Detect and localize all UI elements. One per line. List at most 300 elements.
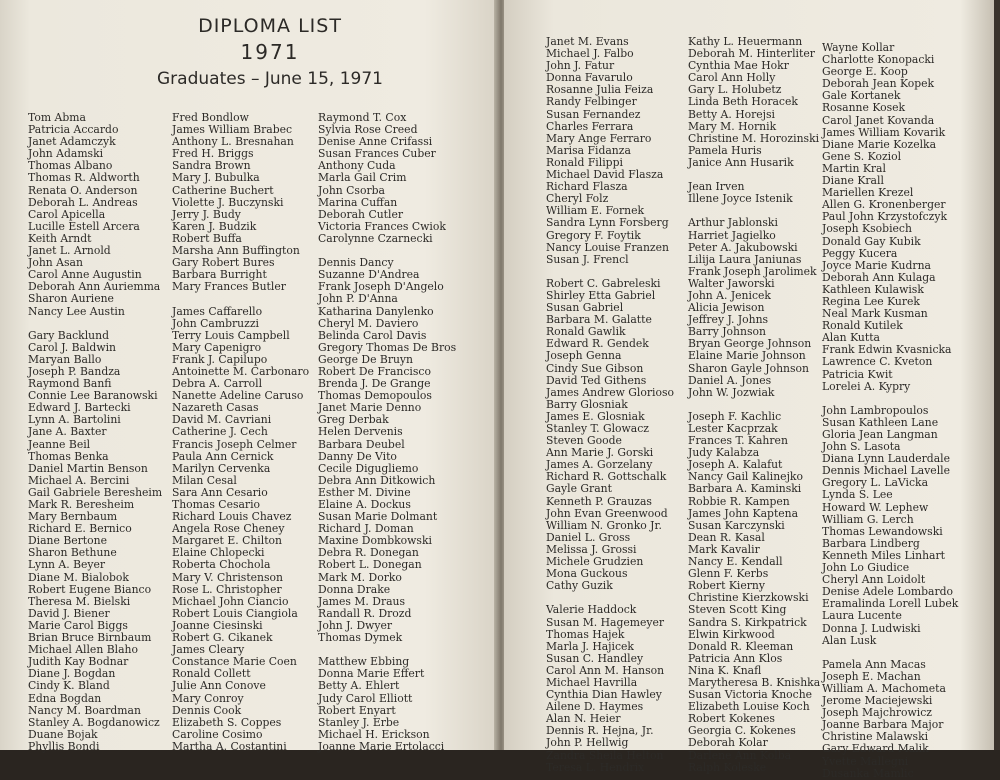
graduate-name: Steven Goode <box>546 434 622 448</box>
graduate-name: Cindy Sue Gibson <box>546 361 644 375</box>
graduate-name: Gregory L. LaVicka <box>822 476 929 490</box>
graduate-name: Mary Conroy <box>172 691 244 705</box>
graduate-name: Barbara Deubel <box>318 437 405 451</box>
graduate-name: David M. Cavriani <box>172 413 272 427</box>
page-edge <box>994 0 1000 750</box>
graduate-name: George E. Koop <box>822 65 908 79</box>
graduate-name: Michael A. Bercini <box>28 473 130 487</box>
graduate-name: Frank J. Capilupo <box>172 352 268 366</box>
graduate-name: Harriet Jagielko <box>688 228 776 242</box>
graduate-name: Cynthia Dian Hawley <box>546 688 662 702</box>
graduate-name: Sandra Brown <box>172 159 251 173</box>
graduate-name: Anthony L. Bresnahan <box>172 135 294 149</box>
graduate-name: Richard Louis Chavez <box>172 510 292 524</box>
graduate-name: Deborah Ann Kulaga <box>822 270 936 284</box>
graduate-name: Carolynne Czarnecki <box>318 231 433 245</box>
graduate-name: Barbara A. Kaminski <box>688 482 802 496</box>
graduate-name: Raymond T. Cox <box>318 111 407 124</box>
graduate-name: Barbara Burright <box>172 268 267 282</box>
graduate-name: Carol Ann Holly <box>688 71 776 85</box>
graduate-name: Michael J. Falbo <box>546 47 634 61</box>
graduate-name: Cheryl M. Daviero <box>318 316 419 330</box>
graduate-name: Susan Victoria Knoche <box>688 688 813 702</box>
graduate-name: Regina Lee Kurek <box>822 294 920 308</box>
graduate-name: Judy Carol Elliott <box>318 691 413 705</box>
left-page <box>0 0 500 753</box>
graduate-name: John Cambruzzi <box>172 316 259 330</box>
graduate-name: Lawrence C. Kveton <box>822 355 933 369</box>
graduate-name: Gary Edward Malik <box>822 742 929 756</box>
graduate-name: Elaine Chlopecki <box>172 546 265 560</box>
graduate-name: Elizabeth S. Coppes <box>172 715 282 729</box>
graduate-name: Linda Beth Horacek <box>688 95 798 109</box>
graduate-name: Thomas Dymek <box>318 631 403 645</box>
graduate-name: Gregory Thomas De Bros <box>318 340 457 354</box>
graduate-name: John Lo Giudice <box>822 561 910 575</box>
graduate-name: Susan Fernandez <box>546 107 641 121</box>
graduate-name: Ronald Collett <box>172 667 251 681</box>
graduate-name: Teresa L. Hendrix <box>546 760 645 774</box>
graduate-name: Joseph A. Kalafut <box>688 458 783 472</box>
graduate-name: Jean Irven <box>688 180 745 194</box>
graduate-name: Pamela Ann Macas <box>822 657 926 671</box>
graduate-name: Daniel L. Gross <box>546 530 631 544</box>
graduate-name: Kathleen Kulawisk <box>822 282 924 296</box>
graduate-name: Gregory F. Foytik <box>546 228 641 242</box>
graduate-name: Maxine Dombkowski <box>318 534 432 548</box>
graduate-name: Mariellen Krezel <box>822 186 914 200</box>
graduate-name: Thomas Lewandowski <box>822 524 943 538</box>
graduate-name: Janet M. Evans <box>546 35 629 48</box>
graduate-name: Walter Jaworski <box>688 276 775 290</box>
name-column-left-1 <box>28 112 162 753</box>
graduate-name: Lynn A. Beyer <box>28 558 106 572</box>
graduate-name: Mary Ange Ferraro <box>546 131 652 145</box>
graduate-name: Richard E. Bernico <box>28 522 132 536</box>
graduate-name: Paula Ann Cernick <box>172 449 274 463</box>
graduate-name: Nancy Gail Kalinejko <box>688 470 803 484</box>
graduate-name: Margaret E. Chilton <box>172 534 282 548</box>
graduate-name: Deborah L. Andreas <box>28 195 138 209</box>
graduate-name: Marina Cuffan <box>318 195 398 209</box>
graduate-name: Susan J. Frencl <box>546 252 629 266</box>
graduate-name: Theresa M. Bielski <box>28 594 131 608</box>
graduate-name: Brian Bruce Birnbaum <box>28 631 152 645</box>
graduate-name: Martha A. Costantini <box>172 739 287 753</box>
graduate-name: Constance Marie Coen <box>172 655 297 669</box>
graduate-name: Shirley Etta Gabriel <box>546 288 656 302</box>
graduate-name: Robert C. Gabreleski <box>546 276 661 290</box>
graduate-name: Jerry J. Budy <box>172 207 241 221</box>
graduate-name: John A. Jenicek <box>688 288 771 302</box>
graduate-name: Pamela Huris <box>688 143 762 157</box>
graduate-name: Charlotte Konopacki <box>822 53 935 67</box>
graduate-name: Bryan George Johnson <box>688 337 812 351</box>
graduate-name: Duane Bojak <box>28 727 98 741</box>
graduate-name: Roberta Chochola <box>172 558 271 572</box>
graduate-name: Nancy M. Boardman <box>28 703 141 717</box>
name-column-right-2 <box>688 36 820 774</box>
graduate-name: Robbie R. Kampen <box>688 494 790 508</box>
graduate-name: Glenn F. Kerbs <box>688 567 769 581</box>
graduate-name: Marsha Ann Buffington <box>172 244 300 258</box>
graduate-name: Sharon Gayle Johnson <box>688 361 810 375</box>
graduate-name: John P. Hellwig <box>546 736 629 750</box>
graduate-name: Kathy L. Heuermann <box>688 35 803 48</box>
graduate-name: Joseph Genna <box>546 349 622 363</box>
graduate-name: Mary Frances Butler <box>172 280 286 294</box>
graduate-name: Joanne Barbara Major <box>822 718 944 732</box>
graduate-name: Richard J. Doman <box>318 522 414 536</box>
graduate-name: Danny De Vito <box>318 449 397 463</box>
graduate-name: Laura Lucente <box>822 609 902 623</box>
graduate-name: Elaine Marie Johnson <box>688 349 806 363</box>
graduate-name: Marla Gail Crim <box>318 171 407 185</box>
graduate-name: Carol J. Baldwin <box>28 340 116 354</box>
graduate-name: Randy Felbinger <box>546 95 637 109</box>
graduate-name: Marie Carol Biggs <box>28 618 128 632</box>
graduate-name: Matthew Ebbing <box>318 655 410 669</box>
graduate-name: Diane M. Bialobok <box>28 570 129 584</box>
graduate-name: Fred H. Briggs <box>172 147 254 161</box>
graduate-name: Wayne Kollar <box>822 41 895 54</box>
graduate-name: Marla J. Hajicek <box>546 639 634 653</box>
graduate-name: Daniel Martin Benson <box>28 461 148 475</box>
graduate-name: Gloria Jean Langman <box>822 428 938 441</box>
graduate-name: Frank Joseph Jarolimek <box>688 264 817 278</box>
graduate-name: Thomas Demopoulos <box>318 389 432 403</box>
graduate-name: Robert Buffa <box>172 231 242 245</box>
graduate-name: Eramalinda Lorell Lubek <box>822 597 959 611</box>
graduate-name: Cathy Guzik <box>546 579 613 593</box>
graduate-name: William E. Fornek <box>546 204 645 218</box>
graduate-name: Stanley J. Erbe <box>318 715 400 729</box>
graduate-name: Thomas Cesario <box>172 498 261 511</box>
graduate-name: Diane Bertone <box>28 534 107 548</box>
graduate-name: Joseph Ksobiech <box>822 222 912 236</box>
graduate-name: Mary V. Christenson <box>172 570 284 584</box>
graduate-name: Fred Bondlow <box>172 111 249 124</box>
graduate-name: Jeanne Beil <box>28 437 91 451</box>
graduate-name: Mark M. Dorko <box>318 570 402 584</box>
graduate-name: Cindy K. Bland <box>28 679 110 693</box>
graduate-name: Violette J. Buczynski <box>172 195 284 209</box>
graduate-name: Anthony Cuda <box>318 159 396 173</box>
graduate-name: Edna Bogdan <box>28 691 102 705</box>
graduate-name: Mark R. Beresheim <box>28 498 135 511</box>
graduate-name: James A. Gorzelany <box>546 458 653 472</box>
graduate-name: Joseph Majchrowicz <box>822 706 932 720</box>
graduate-name: John Csorba <box>318 183 385 197</box>
graduate-name: Donna Drake <box>318 582 391 596</box>
graduate-name: Cecile Digugliemo <box>318 461 419 475</box>
graduate-name: Patricia Kwit <box>822 367 893 381</box>
graduate-name: Martin Kral <box>822 161 886 175</box>
graduate-name: Gale Kortanek <box>822 89 901 103</box>
graduate-name: Charles Ferrara <box>546 119 634 133</box>
graduate-name: Darlene Ann Kolba <box>688 748 792 762</box>
graduate-name: Caroline Cosimo <box>172 727 263 741</box>
graduate-name: Karen J. Budzik <box>172 219 257 233</box>
graduate-name: Barbara M. Galatte <box>546 313 652 327</box>
graduate-name: Robert L. Donegan <box>318 558 422 572</box>
graduate-name: Diane Krall <box>822 174 884 188</box>
graduate-name: James Cleary <box>172 643 245 657</box>
graduate-name: Tom Abma <box>28 111 86 124</box>
graduate-name: Catherine J. Cech <box>172 425 268 439</box>
graduate-name: Lynda S. Lee <box>822 488 893 502</box>
graduate-name: Dennis R. Hejna, Jr. <box>546 724 654 738</box>
graduate-name: Joseph P. Bandza <box>28 364 121 378</box>
graduate-name: Mary J. Bubulka <box>172 171 260 185</box>
graduate-name: Maryan Ballo <box>28 352 102 366</box>
graduate-name: James William Kovarik <box>822 125 946 139</box>
graduate-name: Frank Edwin Kvasnicka <box>822 343 952 357</box>
graduate-name: James John Kaptena <box>688 506 799 520</box>
graduate-name: Jeffrey J. Johns <box>688 313 769 327</box>
graduate-name: Dusanka Mamlic <box>822 766 914 780</box>
graduate-name: Randall R. Drozd <box>318 606 412 620</box>
graduate-name: Denise Adele Lombardo <box>822 585 954 599</box>
graduate-name: Frank Joseph D'Angelo <box>318 280 444 294</box>
graduate-name: Katharina Danylenko <box>318 304 434 318</box>
graduate-name: Susan Frances Cuber <box>318 147 436 161</box>
graduate-name: Janet L. Arnold <box>28 244 111 258</box>
graduate-name: Lynn A. Bartolini <box>28 413 121 427</box>
graduate-name: Joseph E. Machan <box>822 669 921 683</box>
graduate-name: Sharon Bethune <box>28 546 117 560</box>
name-column-right-1 <box>546 36 674 774</box>
graduate-name: Connie Lee Baranowski <box>28 389 158 403</box>
graduate-name: Deborah Ann Auriemma <box>28 280 161 294</box>
section-gap <box>28 318 162 330</box>
graduate-name: Lucille Estell Arcera <box>28 219 140 233</box>
graduate-name: Lester Kacprzak <box>688 422 778 435</box>
graduate-name: Donald Gay Kubik <box>822 234 921 248</box>
graduate-name: Julie Ann Conove <box>172 679 266 693</box>
graduate-name: Diane J. Bogdan <box>28 667 116 681</box>
graduate-name: Donald R. Kleeman <box>688 639 794 653</box>
graduate-name: Georgia C. Kokenes <box>688 724 796 738</box>
graduate-name: William N. Gronko Jr. <box>546 518 662 532</box>
graduate-name: Ailene D. Haymes <box>546 700 644 714</box>
graduate-name: Michael David Flasza <box>546 168 664 182</box>
graduate-name: Arthur Jablonski <box>688 216 778 230</box>
graduate-name: Yvette Mallegni <box>822 754 909 768</box>
graduate-name: Mary Capenigro <box>172 340 262 354</box>
graduate-name: Edward J. Bartecki <box>28 401 131 415</box>
graduate-name: Donna Favarulo <box>546 71 633 85</box>
graduate-name: Thomas Benka <box>28 449 109 463</box>
graduate-name: John Lambropoulos <box>822 403 929 417</box>
graduate-name: Janice Ann Husarik <box>688 155 794 169</box>
graduate-name: Robert Louis Ciangiola <box>172 606 298 620</box>
graduate-name: Renata O. Anderson <box>28 183 138 197</box>
page-header <box>120 14 420 92</box>
graduate-name: Allen G. Kronenberger <box>822 198 946 212</box>
graduate-name: Lilija Laura Janiunas <box>688 252 802 266</box>
graduate-name: Nanette Adeline Caruso <box>172 389 304 403</box>
graduate-name: Phyllis Bondi <box>28 739 100 753</box>
graduate-name: Debra R. Donegan <box>318 546 419 560</box>
graduate-name: Christine Malawski <box>822 730 929 744</box>
graduate-name: Patricia Ann Klos <box>688 651 783 665</box>
graduate-name: William A. Machometa <box>822 681 946 695</box>
graduate-name: Raymond Banfi <box>28 377 112 391</box>
graduate-name: Alan N. Heier <box>546 712 621 726</box>
graduate-name: Peggy Kucera <box>822 246 898 260</box>
graduate-name: Belinda Carol Davis <box>318 328 427 342</box>
graduate-name: Brenda J. De Grange <box>318 377 431 391</box>
graduate-name: Deborah Jean Kopek <box>822 77 935 91</box>
graduate-name: Illene Joyce Istenik <box>688 192 793 206</box>
graduate-name: Betty A. Ehlert <box>318 679 400 693</box>
graduate-name: John J. Fatur <box>546 59 615 73</box>
graduate-name: David Ted Githens <box>546 373 647 387</box>
graduate-name: Elizabeth Louise Koch <box>688 700 810 714</box>
graduate-name: Gary L. Holubetz <box>688 83 782 97</box>
graduate-name: Joanne Ciesinski <box>172 618 263 632</box>
graduate-name: Donna J. Ludwiski <box>822 621 921 635</box>
graduate-name: Deborah M. Hinterliter <box>688 47 815 61</box>
graduate-name: Alan Kutta <box>822 331 880 345</box>
graduate-name: Sandra Lynn Forsberg <box>546 216 669 230</box>
graduate-name: Milan Cesal <box>172 473 237 487</box>
graduate-name: Marytheresa B. Knishka <box>688 675 821 689</box>
graduate-name: Rosanne Julia Feiza <box>546 83 654 97</box>
name-column-left-3 <box>318 112 456 753</box>
graduate-name: Kenneth P. Grauzas <box>546 494 652 508</box>
graduate-name: Rose L. Christopher <box>172 582 282 596</box>
graduate-name: Stanley T. Glowacz <box>546 422 649 435</box>
graduate-name: Rosanne Kosek <box>822 101 906 115</box>
graduate-name: Debra Ann Ditkowich <box>318 473 436 487</box>
graduate-name: John P. D'Anna <box>318 292 398 306</box>
graduate-name: Donna Marie Effert <box>318 667 425 681</box>
graduate-name: Edward R. Gendek <box>546 337 649 351</box>
graduate-name: Joseph F. Kachlic <box>688 409 782 423</box>
graduate-name: Sara Ann Cesario <box>172 485 268 499</box>
graduate-name: Angela Rose Cheney <box>172 522 285 536</box>
graduate-name: Valerie Haddock <box>546 603 637 617</box>
graduate-name: Ralph Koleske <box>688 760 767 774</box>
graduate-name: Thomas Albano <box>28 159 113 173</box>
graduate-name: Nancy Louise Franzen <box>546 240 669 254</box>
graduate-name: Nazareth Casas <box>172 401 259 415</box>
graduate-name: Dennis Michael Lavelle <box>822 464 950 478</box>
graduate-name: Gail Gabriele Beresheim <box>28 485 163 499</box>
name-column-right-3 <box>822 42 958 780</box>
graduate-name: Gene S. Koziol <box>822 149 902 163</box>
graduate-name: Kenneth Miles Linhart <box>822 548 945 562</box>
graduate-name: Michael Havrilla <box>546 675 638 689</box>
graduate-name: Denise Anne Crifassi <box>318 135 433 149</box>
graduate-name: Sylvia Rose Creed <box>318 123 418 137</box>
graduate-name: Sharon Auriene <box>28 292 114 306</box>
graduate-name: Janet Marie Denno <box>318 401 422 415</box>
graduate-name: Jerome Maciejewski <box>822 694 933 708</box>
graduate-name: Cheryl Ann Loidolt <box>822 573 926 587</box>
graduate-name: Gayle Grant <box>546 482 612 496</box>
graduate-name: Jane A. Baxter <box>28 425 107 439</box>
graduate-name: Michael John Ciancio <box>172 594 289 608</box>
graduate-name: Catherine Buchert <box>172 183 274 197</box>
graduate-name: William G. Lerch <box>822 512 914 526</box>
graduate-name: Susan M. Hagemeyer <box>546 615 665 629</box>
graduate-name: Cheryl Folz <box>546 192 609 206</box>
graduate-name: Robert Kierny <box>688 579 765 593</box>
graduate-name: Carol Apicella <box>28 207 106 221</box>
graduate-name: Nancy E. Kendall <box>688 555 783 569</box>
graduate-name: Diane Marie Kozelka <box>822 137 937 151</box>
graduate-name: Mary M. Hornik <box>688 119 777 133</box>
graduate-name: James William Brabec <box>172 123 293 137</box>
graduate-name: Dennis Cook <box>172 703 242 717</box>
graduate-name: James M. Draus <box>318 594 406 608</box>
graduate-name: Christine M. Horozinski <box>688 131 820 145</box>
graduate-name: Sandra S. Kirkpatrick <box>688 615 807 629</box>
graduate-name: Robert Eugene Bianco <box>28 582 152 596</box>
graduate-name: James Andrew Glorioso <box>546 385 674 399</box>
graduate-name: Judith Kay Bodnar <box>28 655 129 669</box>
graduate-name: Elwin Kirkwood <box>688 627 775 641</box>
graduate-name: Robert De Francisco <box>318 364 431 378</box>
graduate-name: Robert G. Cikanek <box>172 631 273 645</box>
graduate-name: Susan Karczynski <box>688 518 785 532</box>
graduate-name: Susan Gabriel <box>546 301 624 315</box>
graduate-name: Zandra Sheila Helton <box>546 748 664 762</box>
section-gap <box>172 293 309 305</box>
name-column-left-2 <box>172 112 309 753</box>
graduate-name: John Asan <box>28 256 83 270</box>
graduate-name: John Evan Greenwood <box>546 506 668 520</box>
graduate-name: Carol Anne Augustin <box>28 268 142 282</box>
graduate-name: Greg Derbak <box>318 413 389 427</box>
graduate-name: Thomas R. Aldworth <box>28 171 140 185</box>
graduate-name: Marisa Fidanza <box>546 143 631 157</box>
graduate-name: Michael H. Erickson <box>318 727 430 741</box>
graduate-name: Michele Grudzien <box>546 555 644 569</box>
graduate-name: George De Bruyn <box>318 352 413 366</box>
graduate-name: Daniel A. Jones <box>688 373 772 387</box>
graduate-name: Mark Kavalir <box>688 542 760 556</box>
graduate-name: Stanley A. Bogdanowicz <box>28 715 160 729</box>
graduate-name: James Caffarello <box>172 304 263 318</box>
graduate-name: John J. Dwyer <box>318 618 393 632</box>
graduate-name: Patricia Accardo <box>28 123 119 137</box>
graduate-name: Barbara Lindberg <box>822 536 920 550</box>
graduate-name: Nancy Lee Austin <box>28 304 125 318</box>
graduate-name: Elaine A. Dockus <box>318 498 411 511</box>
graduate-name: Neal Mark Kusman <box>822 307 928 321</box>
page-year: 1971 <box>240 40 300 64</box>
graduate-name: Mona Guckous <box>546 567 628 581</box>
graduate-name: Peter A. Jakubowski <box>688 240 798 254</box>
graduate-name: Susan C. Handley <box>546 651 644 665</box>
graduate-name: Janet Adamczyk <box>28 135 116 149</box>
graduate-name: Ann Marie J. Gorski <box>546 446 654 460</box>
graduate-name: Susan Marie Dolmant <box>318 510 438 524</box>
graduate-name: Judy Kalabza <box>688 446 760 460</box>
graduate-name: Diana Lynn Lauderdale <box>822 452 951 466</box>
graduate-name: Deborah Cutler <box>318 207 403 221</box>
graduate-name: Melissa J. Grossi <box>546 542 637 556</box>
graduate-name: Alan Lusk <box>822 633 877 647</box>
graduate-name: Dean R. Kasal <box>688 530 765 544</box>
graduate-name: Lorelei A. Kypry <box>822 379 911 393</box>
graduate-name: Suzanne D'Andrea <box>318 268 420 282</box>
graduate-name: John W. Jozwiak <box>688 385 775 399</box>
